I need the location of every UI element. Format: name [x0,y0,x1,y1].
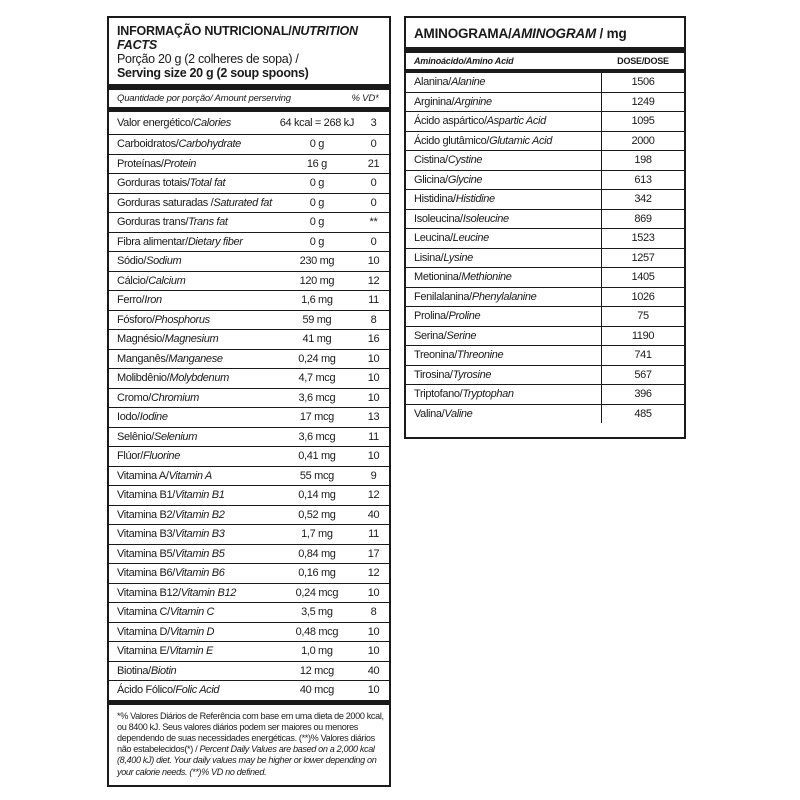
nutrient-vd: 21 [358,154,389,174]
nutrient-amount: 0,84 mg [276,544,358,564]
nutrition-footnote [109,705,389,778]
amino-name [406,73,602,92]
table-row [406,92,684,112]
table-row [109,330,389,350]
amino-name [406,151,602,171]
amino-name-en: Aspartic Acid [486,115,546,127]
table-row [406,112,684,132]
nutrient-name [109,271,276,291]
table-row [406,209,684,229]
amino-name [406,346,602,366]
nutrient-name [109,330,276,350]
amino-name-pt: Tirosina/ [414,368,453,381]
nutrient-vd: 10 [358,642,389,662]
nutrition-title [109,18,389,52]
amino-dose: 1190 [602,326,685,346]
nutrient-vd: 17 [358,544,389,564]
nutrient-name-en: Sodium [146,255,182,267]
nutrition-title-pt: INFORMAÇÃO NUTRICIONAL/ [117,24,292,38]
amino-dose: 567 [602,365,685,385]
table-row [109,232,389,252]
nutrient-name-en: Selenium [153,430,198,443]
amino-name-pt: Metionina/ [414,271,462,283]
nutrient-name-pt: Gorduras trans/ [117,216,189,228]
nutrient-name-en: Vitamin B1 [174,489,225,501]
nutrient-name [109,564,276,584]
nutrient-amount: 4,7 mcg [276,369,358,389]
nutrient-vd: 0 [358,174,389,194]
nutrient-vd: 10 [358,447,389,467]
table-row [109,388,389,408]
amino-name [406,131,602,151]
amino-dose: 1249 [602,92,685,112]
nutrient-name-pt: Gorduras totais/ [117,177,190,189]
table-row [109,447,389,467]
nutrient-name [109,525,276,545]
amino-name-pt: Prolina/ [414,310,449,322]
nutrient-amount: 0 g [276,174,358,194]
amino-name-pt: Isoleucina/ [414,212,463,225]
nutrient-amount: 16 g [276,154,358,174]
amino-name [406,190,602,210]
table-row [406,170,684,190]
nutrient-name-pt: Flúor/ [117,450,144,462]
nutrient-vd: 3 [358,112,389,135]
nutrient-name-pt: Valor energético/ [117,117,194,129]
amino-name [406,229,602,249]
amino-dose: 741 [602,346,685,366]
table-row [406,404,684,423]
nutrient-name [109,310,276,330]
table-row [406,326,684,346]
nutrient-name [109,583,276,603]
nutrient-name [109,603,276,623]
table-row [109,544,389,564]
nutrient-name-en: Magnesium [164,333,219,345]
amino-name [406,92,602,112]
table-row [109,174,389,194]
nutrient-name-pt: Magnésio/ [117,333,165,345]
nutrient-vd: 11 [358,291,389,311]
nutrient-name [109,408,276,428]
nutrient-amount: 120 mg [276,271,358,291]
nutrient-name [109,232,276,252]
nutrient-amount: 230 mg [276,252,358,272]
nutrient-name [109,135,276,155]
amino-name-en: Alanine [450,76,486,88]
serving-size-en: Serving size 20 g (2 soup spoons) [117,66,309,80]
amino-name-en: Phenylalanine [471,290,537,303]
table-row [109,603,389,623]
table-row [109,213,389,233]
table-row [109,427,389,447]
nutrient-name-en: Vitamin A [168,469,212,482]
amino-name-pt: Histidina/ [414,193,456,205]
nutrient-amount: 40 mcg [276,681,358,703]
amino-name-pt: Ácido aspártico/ [414,115,487,127]
nutrient-amount: 0,52 mg [276,505,358,525]
nutrient-name-en: Protein [163,157,197,170]
column-dose-label: DOSE/DOSE [617,56,669,66]
nutrient-vd: 8 [358,310,389,330]
nutrient-name [109,193,276,213]
nutrient-name-en: Biotin [150,664,177,677]
nutrient-amount: 64 kcal = 268 kJ [276,112,358,135]
amino-dose: 342 [602,190,685,210]
nutrient-name-en: Vitamin B5 [174,547,225,560]
nutrient-amount: 0 g [276,135,358,155]
amino-name [406,385,602,405]
nutrient-amount: 41 mg [276,330,358,350]
nutrient-name-pt: Biotina/ [117,664,151,677]
nutrient-name-en: Trans fat [188,216,228,228]
nutrient-name [109,505,276,525]
aminogram-title [406,18,684,47]
nutrient-name-pt: Vitamina E/ [117,645,170,657]
nutrient-name-pt: Carboidratos/ [117,138,179,150]
amino-dose: 1095 [602,112,685,132]
table-row [109,135,389,155]
nutrient-name [109,369,276,389]
nutrient-name-pt: Cromo/ [117,391,151,404]
amino-dose: 198 [602,151,685,171]
table-row [109,564,389,584]
amino-name [406,307,602,327]
nutrient-name-pt: Vitamina B1/ [117,489,175,501]
nutrient-name-en: Vitamin B3 [174,528,225,540]
amino-name-pt: Fenilalanina/ [414,290,472,303]
nutrient-vd: 12 [358,271,389,291]
column-vd-label: % VD* [351,93,379,104]
nutrient-name [109,388,276,408]
amino-name [406,248,602,268]
amino-dose: 75 [602,307,685,327]
nutrient-name-pt: Vitamina C/ [117,606,170,618]
nutrient-name-en: Calcium [148,274,186,287]
nutrient-name [109,642,276,662]
nutrient-name-en: Folic Acid [175,684,220,696]
nutrient-name-en: Calories [193,117,231,129]
amino-dose: 1257 [602,248,685,268]
table-row [109,408,389,428]
amino-name-pt: Leucina/ [414,232,453,244]
aminogram-title-en: AMINOGRAM [511,26,596,41]
nutrient-name [109,252,276,272]
nutrient-name [109,447,276,467]
table-row [406,385,684,405]
nutrient-name-pt: Molibdênio/ [117,372,170,384]
amino-name-en: Glutamic Acid [489,134,553,147]
nutrient-name-en: Iron [144,294,162,306]
nutrient-name-en: Vitamin B12 [180,586,236,599]
table-row [109,661,389,681]
table-row [109,486,389,506]
amino-name-pt: Cistina/ [414,154,448,166]
nutrition-table [109,112,389,705]
nutrient-name [109,661,276,681]
amino-name [406,326,602,346]
table-row [109,154,389,174]
nutrient-name [109,486,276,506]
nutrient-vd: 11 [358,427,389,447]
nutrient-name-en: Fluorine [143,450,180,462]
nutrient-vd: 10 [358,681,389,703]
amino-name [406,287,602,307]
nutrient-name-en: Vitamin C [169,606,215,618]
amino-name-en: Threonine [456,349,504,361]
nutrient-name-pt: Vitamina B5/ [117,547,175,560]
nutrient-vd: 9 [358,466,389,486]
nutrient-amount: 0 g [276,232,358,252]
amino-dose: 396 [602,385,685,405]
nutrition-column-header [109,90,389,112]
nutrient-vd: 10 [358,388,389,408]
nutrient-vd: 10 [358,252,389,272]
nutrient-name [109,466,276,486]
table-row [109,112,389,135]
amino-name-en: Leucine [452,232,489,244]
nutrient-vd: 40 [358,505,389,525]
nutrition-facts-panel [107,16,391,787]
table-row [406,307,684,327]
table-row [109,291,389,311]
amino-name-pt: Ácido glutâmico/ [414,134,490,147]
serving-size-pt: Porção 20 g (2 colheres de sopa) / [117,52,299,66]
amino-name-pt: Lisina/ [414,251,444,264]
nutrient-name [109,349,276,369]
nutrient-name-pt: Vitamina A/ [117,469,169,482]
table-row [406,287,684,307]
nutrient-vd: 10 [358,369,389,389]
amino-name-en: Cystine [447,154,483,166]
amino-dose: 2000 [602,131,685,151]
nutrient-name-en: Phosphorus [154,313,210,326]
nutrient-amount: 55 mcg [276,466,358,486]
nutrient-vd: 10 [358,622,389,642]
nutrient-name [109,544,276,564]
nutrient-name [109,174,276,194]
nutrient-amount: 0,16 mg [276,564,358,584]
nutrient-amount: 0 g [276,193,358,213]
table-row [406,346,684,366]
nutrient-amount: 17 mcg [276,408,358,428]
nutrient-name-pt: Fibra alimentar/ [117,235,188,248]
nutrient-name-pt: Vitamina B6/ [117,567,175,579]
nutrient-vd: 13 [358,408,389,428]
nutrient-amount: 3,6 mcg [276,427,358,447]
nutrient-vd: 0 [358,232,389,252]
amino-name [406,112,602,132]
nutrient-name-pt: Cálcio/ [117,274,149,287]
nutrient-amount: 59 mg [276,310,358,330]
amino-dose: 869 [602,209,685,229]
footnote-pt: *% Valores Diários de Referência com base em uma dieta de 2000 kcal, ou 8400 kJ. Seus valores diários podem ser maiores ou menores dependendo de suas necessidades energéticas. (**)% Valores diários não estabelecidos(*) / [117,710,384,755]
amino-dose: 1506 [602,73,685,92]
table-row [109,466,389,486]
table-row [109,252,389,272]
nutrient-name-en: Iodine [139,411,168,423]
nutrient-vd: 11 [358,525,389,545]
amino-name-pt: Treonina/ [414,349,457,361]
nutrient-name-en: Vitamin B2 [174,508,225,521]
amino-name-pt: Valina/ [414,407,445,420]
nutrient-name-en: Vitamin D [169,625,215,638]
amino-name-en: Tyrosine [452,368,492,381]
table-row [109,271,389,291]
nutrient-name-en: Vitamin B6 [174,567,225,579]
amino-name-pt: Alanina/ [414,76,451,88]
table-row [406,365,684,385]
nutrient-name-pt: Fósforo/ [117,313,155,326]
nutrient-name [109,622,276,642]
nutrient-name-pt: Vitamina B2/ [117,508,175,521]
table-row [109,310,389,330]
nutrient-amount: 0,24 mcg [276,583,358,603]
nutrient-name-en: Carbohydrate [178,138,241,150]
nutrient-name [109,112,276,135]
nutrient-name [109,291,276,311]
nutrient-name-pt: Sódio/ [117,255,147,267]
table-row [109,622,389,642]
aminogram-title-unit: / mg [596,26,627,41]
amino-dose: 485 [602,404,685,423]
nutrient-name-en: Molybdenum [169,372,229,384]
table-row [406,131,684,151]
nutrient-vd: 0 [358,193,389,213]
amino-name-en: Methionine [461,271,512,283]
nutrient-name-pt: Proteínas/ [117,157,164,170]
aminogram-panel [404,16,686,439]
table-row [109,193,389,213]
nutrient-amount: 0,24 mg [276,349,358,369]
nutrient-name-pt: Selênio/ [117,430,154,443]
amino-name [406,404,602,423]
column-quantity-label: Quantidade por porção/ Amount perserving [117,93,291,104]
amino-name-pt: Triptofano/ [414,388,463,400]
amino-name [406,268,602,288]
nutrient-vd: 0 [358,135,389,155]
nutrient-amount: 3,5 mg [276,603,358,623]
amino-name-en: Histidine [455,193,495,205]
nutrient-name [109,681,276,703]
amino-name [406,209,602,229]
amino-name-en: Serine [446,329,477,342]
table-row [109,642,389,662]
amino-dose: 1026 [602,287,685,307]
amino-dose: 1405 [602,268,685,288]
amino-name-pt: Serina/ [414,329,447,342]
amino-name-en: Arginine [454,95,492,108]
amino-name-en: Glycine [447,173,483,186]
nutrient-name-pt: Ferro/ [117,294,145,306]
amino-name-en: Proline [448,310,481,322]
nutrient-name [109,427,276,447]
amino-name-en: Lysine [443,251,473,264]
nutrient-name-en: Total fat [189,177,226,189]
nutrient-amount: 1,6 mg [276,291,358,311]
table-row [406,151,684,171]
nutrition-title-en: NUTRITION FACTS [117,24,358,52]
amino-name [406,365,602,385]
nutrient-amount: 3,6 mcg [276,388,358,408]
aminogram-column-header [406,47,684,73]
nutrient-vd: 10 [358,349,389,369]
table-row [406,73,684,92]
nutrient-name-pt: Iodo/ [117,411,140,423]
table-row [109,681,389,703]
amino-dose: 613 [602,170,685,190]
amino-name-pt: Arginina/ [414,95,455,108]
nutrient-name [109,154,276,174]
nutrient-name-pt: Vitamina B12/ [117,586,181,599]
table-row [109,525,389,545]
table-row [406,190,684,210]
nutrient-vd: 16 [358,330,389,350]
nutrient-vd: 12 [358,486,389,506]
amino-name [406,170,602,190]
amino-name-en: Tryptophan [462,388,514,400]
nutrient-amount: 12 mcg [276,661,358,681]
nutrient-name-en: Chromium [150,391,199,404]
nutrient-amount: 1,7 mg [276,525,358,545]
table-row [109,349,389,369]
nutrient-amount: 1,0 mg [276,642,358,662]
nutrient-amount: 0,48 mcg [276,622,358,642]
nutrient-vd: 10 [358,583,389,603]
nutrient-name-pt: Vitamina B3/ [117,528,175,540]
aminogram-table [406,73,684,423]
nutrient-amount: 0,41 mg [276,447,358,467]
nutrient-vd: 40 [358,661,389,681]
footnote-en: Percent Daily Values are based on a 2,000 kcal (8,400 kJ) diet. Your daily values may be higher or lower depending on your calorie needs. (**)% VD no defined. [117,744,377,777]
table-row [109,505,389,525]
nutrient-name-pt: Manganês/ [117,352,169,365]
nutrient-name-en: Dietary fiber [187,235,243,248]
nutrient-vd: ** [358,213,389,233]
amino-name-en: Isoleucine [462,212,509,225]
amino-dose: 1523 [602,229,685,249]
amino-name-en: Valine [444,407,473,420]
nutrient-vd: 8 [358,603,389,623]
aminogram-title-pt: AMINOGRAMA/ [414,26,512,41]
nutrient-amount: 0 g [276,213,358,233]
amino-name-pt: Glicina/ [414,173,448,186]
table-row [406,248,684,268]
nutrient-name [109,213,276,233]
table-row [406,268,684,288]
table-row [109,369,389,389]
nutrient-amount: 0,14 mg [276,486,358,506]
nutrient-name-pt: Gorduras saturadas / [117,196,214,209]
nutrient-vd: 12 [358,564,389,584]
nutrient-name-en: Vitamin E [169,645,213,657]
table-row [109,583,389,603]
column-amino-label: Aminoácido/Amino Acid [414,56,514,66]
nutrient-name-pt: Ácido Fólico/ [117,684,176,696]
table-row [406,229,684,249]
nutrient-name-en: Manganese [168,352,223,365]
nutrient-name-en: Saturated fat [213,196,272,209]
nutrient-name-pt: Vitamina D/ [117,625,170,638]
